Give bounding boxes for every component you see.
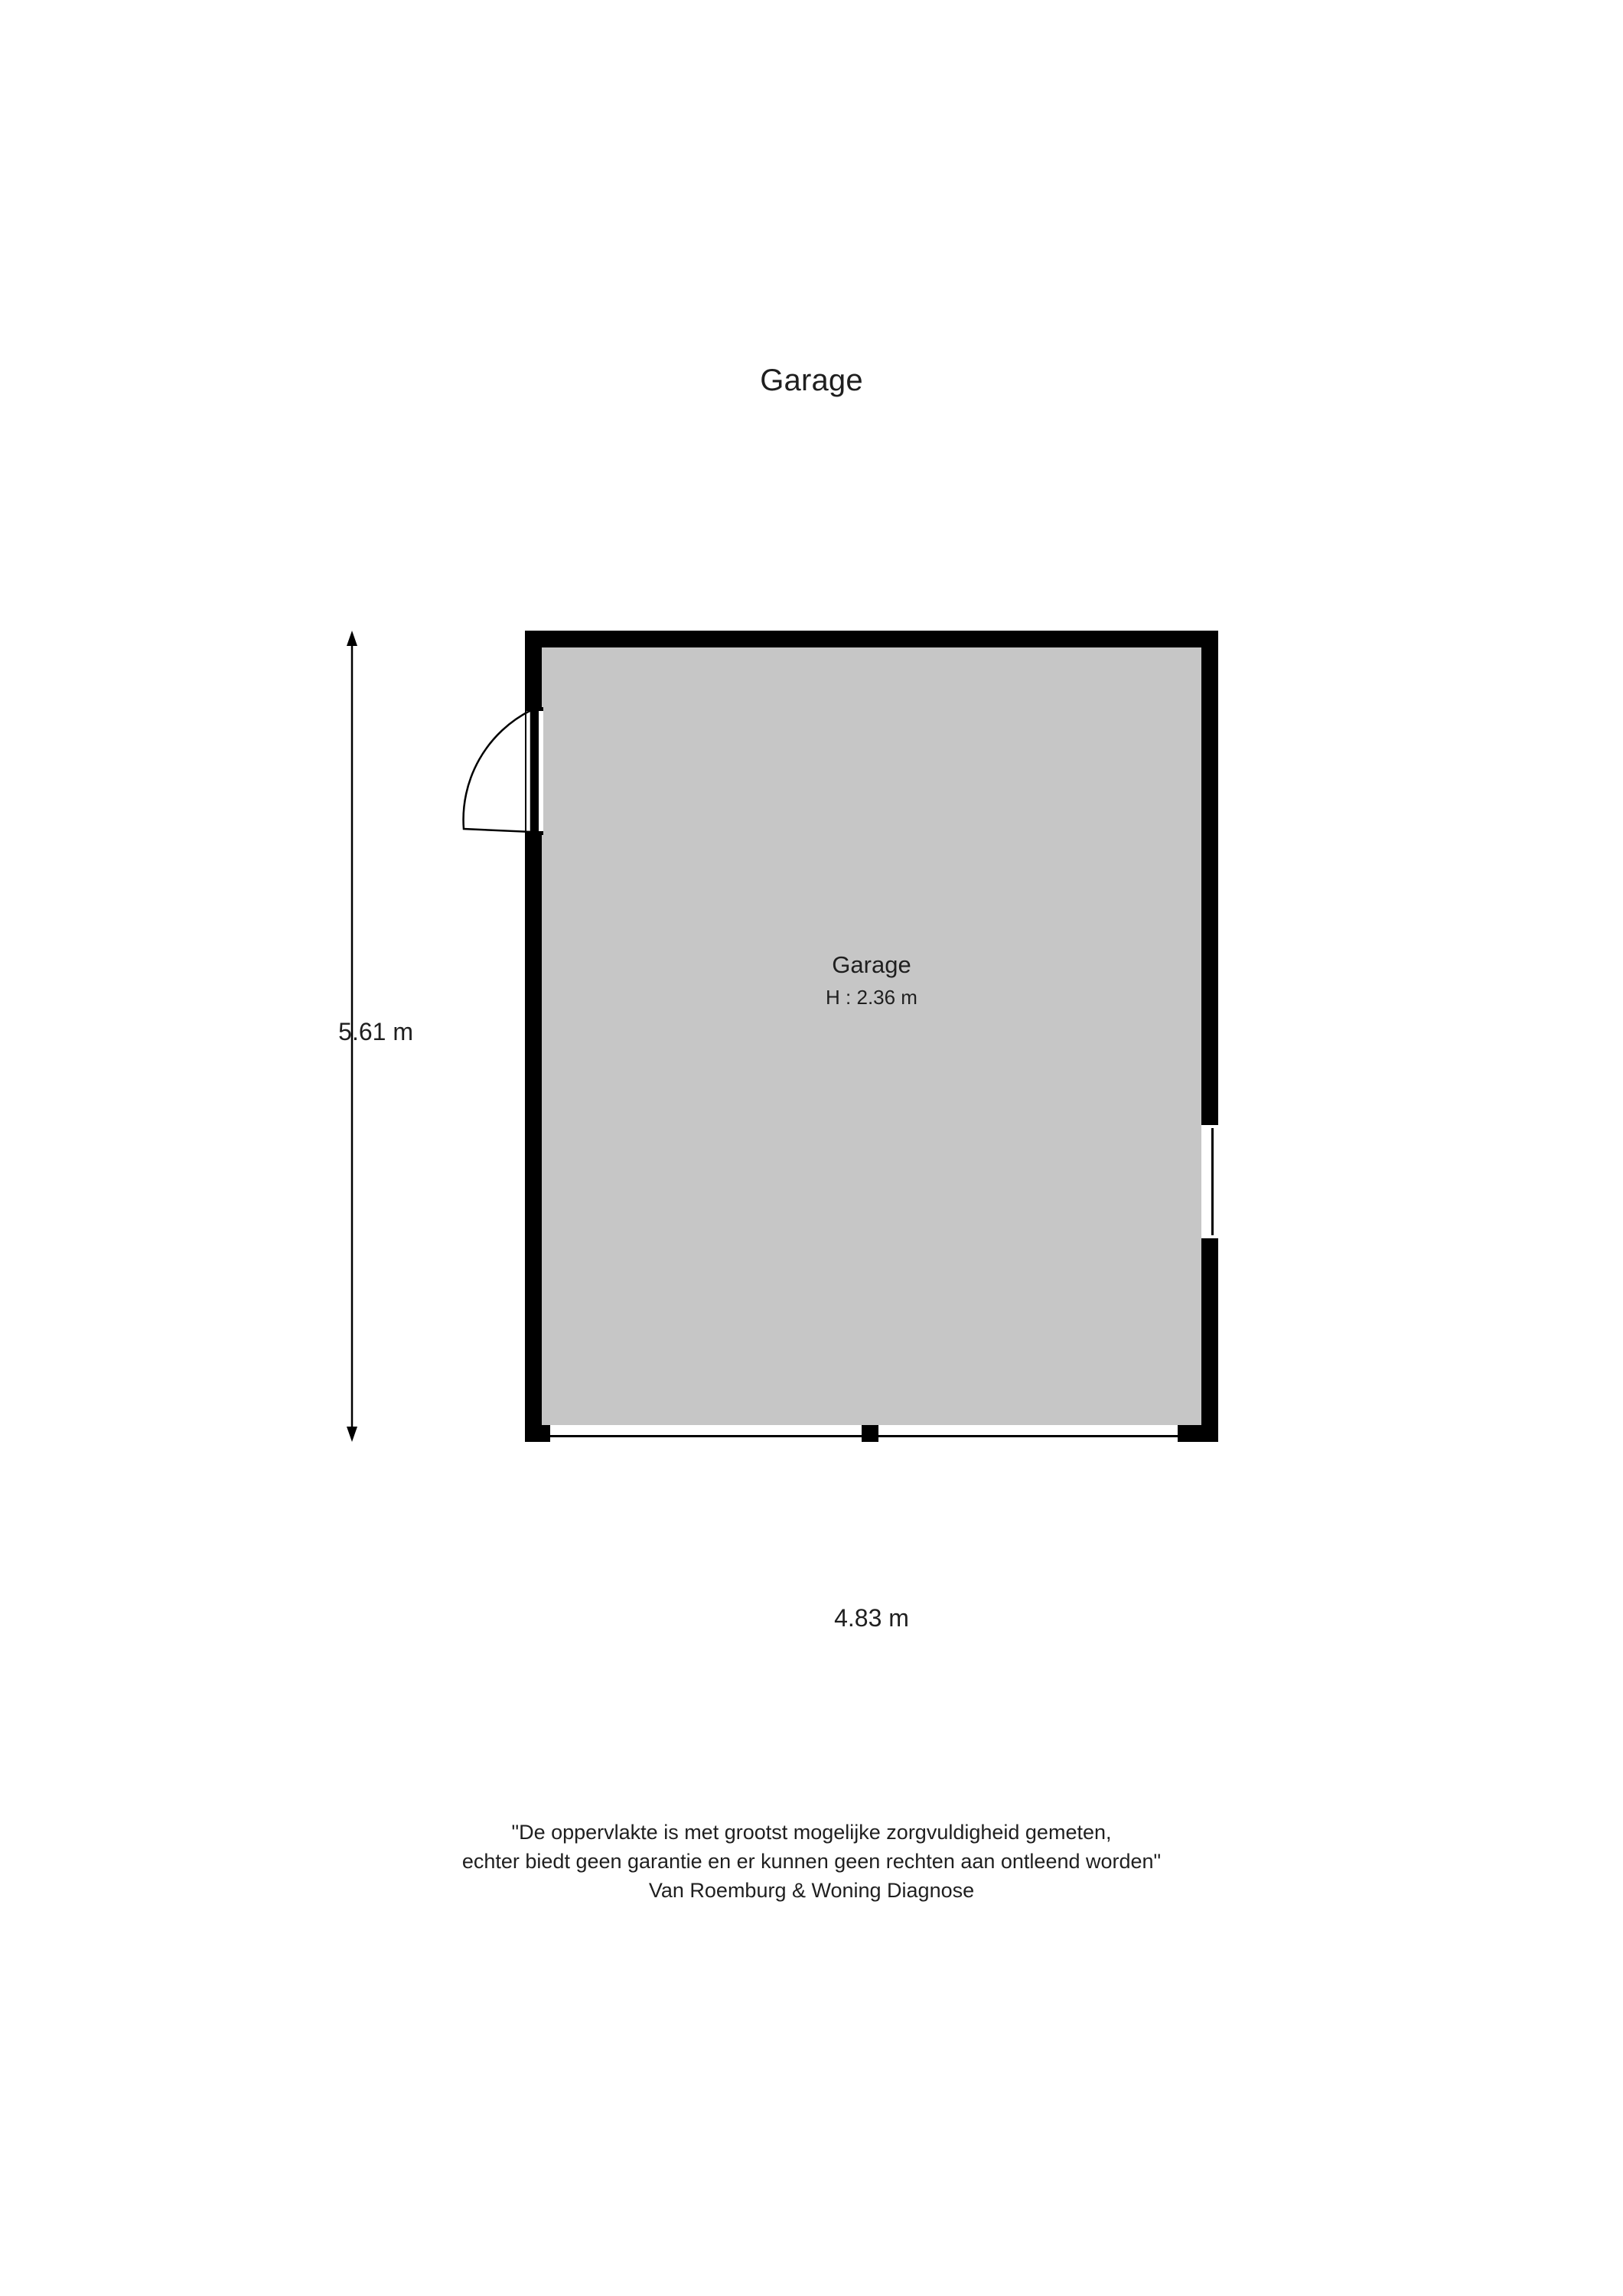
floorplan-drawing <box>525 631 1218 1442</box>
room-floor-fill <box>542 647 1201 1425</box>
disclaimer-line-1: "De oppervlakte is met grootst mogelijke zorgvuldigheid gemeten, <box>511 1821 1112 1844</box>
dimension-vertical-label: 5.61 m <box>338 1018 413 1045</box>
door-swing-arc-icon <box>462 704 533 838</box>
window-right-pane <box>1211 1128 1214 1235</box>
disclaimer-line-2: echter biedt geen garantie en er kunnen geen rechten aan ontleend worden" <box>461 1850 1162 1873</box>
garage-door-mullion <box>862 1425 878 1442</box>
page-title: Garage <box>760 364 863 397</box>
disclaimer-text <box>0 1818 1623 1905</box>
disclaimer-line-3: Van Roemburg & Woning Diagnose <box>648 1879 975 1902</box>
room-name-label: Garage <box>832 951 911 978</box>
window-right-opening <box>1201 1120 1218 1243</box>
room-label <box>525 948 1218 1013</box>
dimension-horizontal-text: 4.83 m <box>823 1604 920 1632</box>
room-height-label: H : 2.36 m <box>826 986 917 1009</box>
door-left-leaf <box>531 710 539 832</box>
dimension-horizontal-label <box>525 1604 1218 1632</box>
